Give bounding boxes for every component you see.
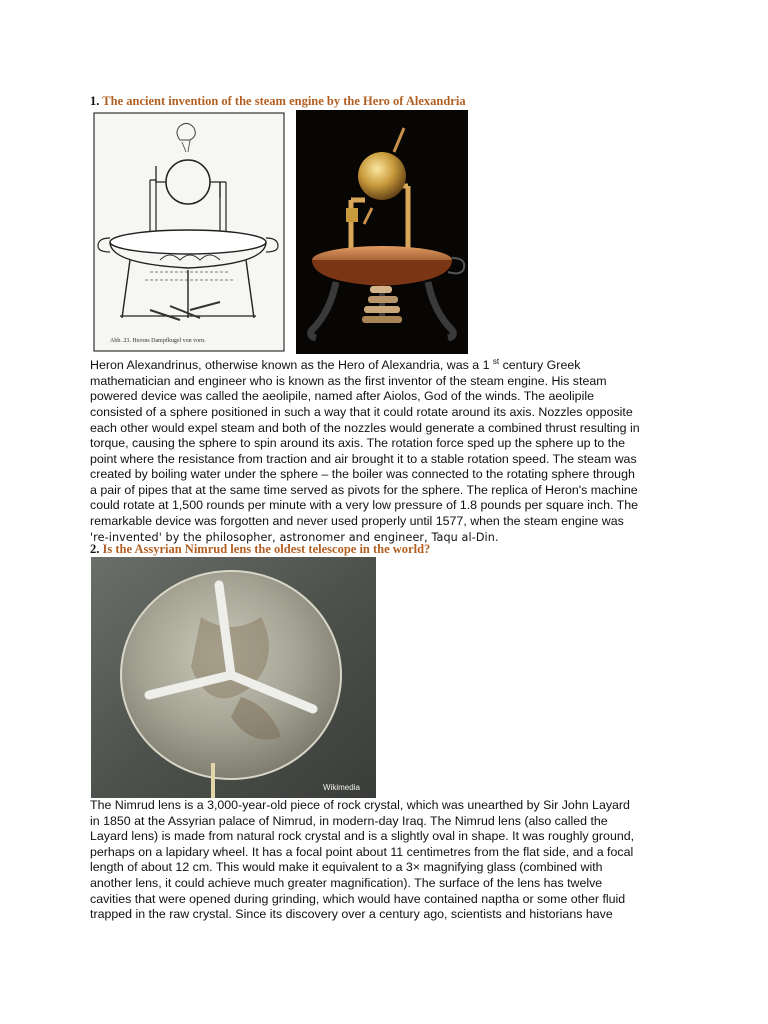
paragraph-line: length of about 12 cm. This would make it equivalent to a 3× magnifying glass (combined with [90,860,603,875]
aeolipile-sketch-image [90,110,288,354]
paragraph-line: perhaps on a lapidary wheel. It has a focal point about 11 centimetres from the flat side, and a focal [90,844,634,859]
paragraph-line: powered device was called the aeolipile, named after Aiolos, God of the winds. The aeolipile [90,389,594,404]
paragraph-line: consisted of a sphere positioned in such a way that it could rotate around its axis. Nozzles opposite [90,404,633,419]
paragraph-line: trapped in the raw crystal. Since its discovery over a century ago, scientists and historians have [90,907,613,922]
paragraph-line: a pair of pipes that at the same time served as pivots for the sphere. The replica of Heron's machine [90,482,638,497]
section-2-number: 2. [90,542,100,556]
paragraph-line: cavities that were opened during grinding, which would have contained naptha or some other fluid [90,891,626,906]
paragraph-line: in 1850 at the Assyrian palace of Nimrud, in modern-day Iraq. The Nimrud lens (also called the [90,813,608,828]
section-1-heading [90,94,466,109]
sketch-caption: Abb. 23. Herons Dampfkugel von vorn. [110,338,206,344]
wikimedia-watermark: Wikimedia [323,783,360,792]
section-1-title: The ancient invention of the steam engine by the Hero of Alexandria [102,94,466,108]
paragraph-line: created by boiling water under the sphere – the boiler was connected to the rotating sphere through [90,467,635,482]
paragraph-line: The Nimrud lens is a 3,000-year-old piece of rock crystal, which was unearthed by Sir John Layard [90,798,630,812]
paragraph-line: torque, causing the sphere to spin around its axis. The rotation force sped up the sphere up to the [90,436,625,451]
section-1-number: 1. [90,94,100,108]
aeolipile-replica-photo [296,110,468,354]
section-1-paragraph [90,354,690,545]
section-2-title: Is the Assyrian Nimrud lens the oldest telescope in the world? [102,542,431,556]
paragraph-line: each other would expel steam and both of the nozzles would generate a combined thrust resulting in [90,420,640,435]
paragraph-line: could rotate at 1,500 rounds per minute with a very low pressure of 1.8 pounds per square inch. The [90,498,639,513]
paragraph-line: remarkable device was forgotten and never used properly until 1577, when the steam engine was [90,514,624,529]
paragraph-line: another lens, it could achieve much greater magnification). The surface of the lens has twelve [90,875,603,890]
paragraph-line: Heron Alexandrinus, otherwise known as the Hero of Alexandria, was a 1 $^{st}$ century Greek [90,357,581,373]
paragraph-line: 're-invented' by the philosopher, astronomer and engineer, Taqu al-Din. [90,530,499,544]
paragraph-line: Layard lens) is made from natural rock crystal and is a slightly oval in shape. It was roughly ground, [90,829,635,844]
section-2-heading [90,542,430,557]
nimrud-lens-photo [91,557,376,798]
paragraph-line: mathematician and engineer who is known as the first inventor of the steam engine. His steam [90,373,607,388]
paragraph-line: point where the resistance from traction and air brought it to a stable rotation speed. The steam was [90,451,637,466]
section-2-paragraph [90,798,690,923]
